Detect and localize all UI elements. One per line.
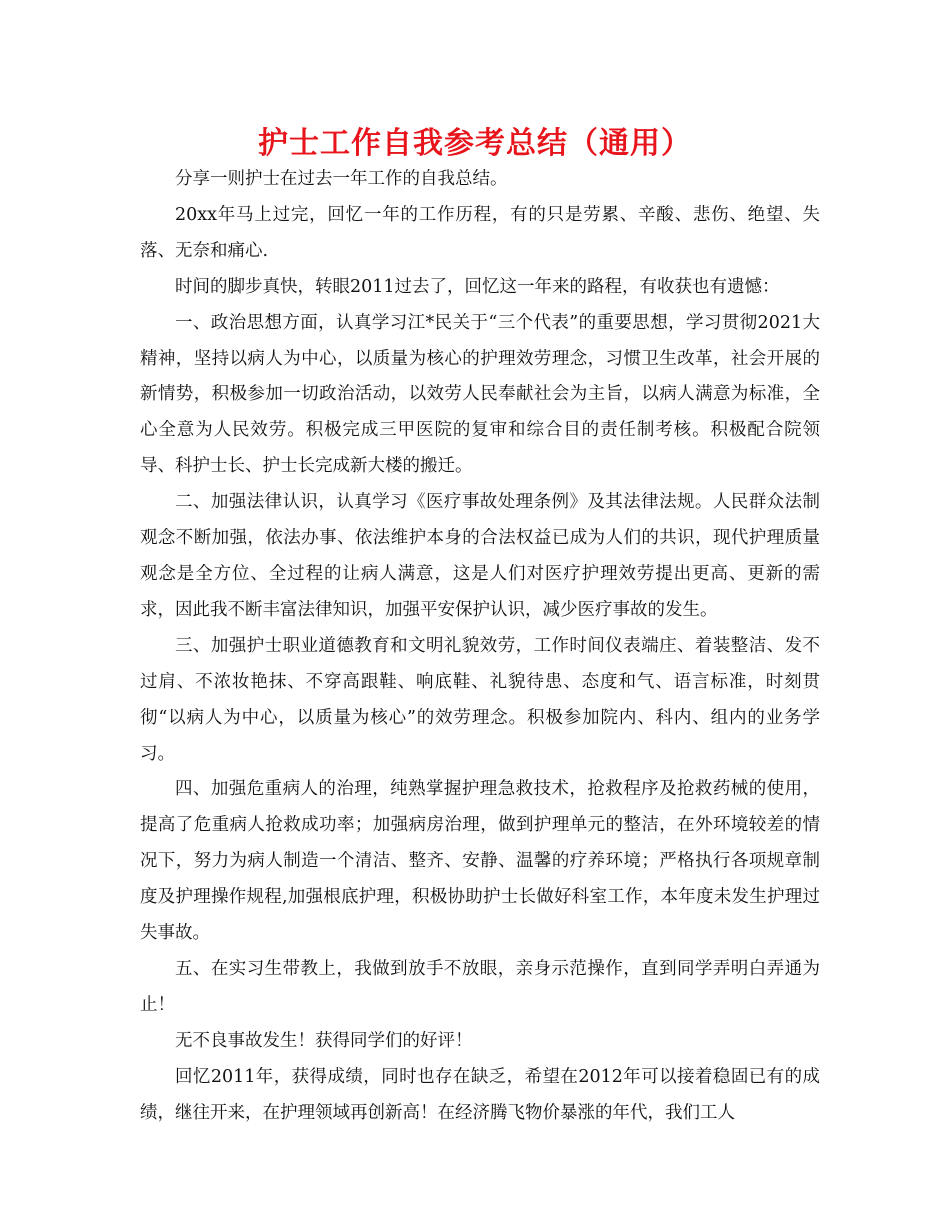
- paragraph-year-review: 20xx年马上过完，回忆一年的工作历程，有的只是劳累、辛酸、悲伤、绝望、失落、无奈和痛心.: [140, 204, 820, 261]
- paragraph-professional-ethics: 三、加强护士职业道德教育和文明礼貌效劳，工作时间仪表端庄、着装整洁、发不过肩、不浓妆艳抹、不穿高跟鞋、响底鞋、礼貌待患、态度和气、语言标准，时刻贯彻“以病人为中心，以质量为核心”的效劳理念。积极参加院内、科内、组内的业务学习。: [140, 635, 820, 764]
- paragraph-legal-awareness: 二、加强法律认识，认真学习《医疗事故处理条例》及其法律法规。人民群众法制观念不断加强，依法办事、依法维护本身的合法权益已成为人们的共识，现代护理质量观念是全方位、全过程的让病人满意，这是人们对医疗护理效劳提出更高、更新的需求，因此我不断丰富法律知识，加强平安保护认识，减少医疗事故的发生。: [140, 492, 820, 620]
- paragraph-intro: 分享一则护士在过去一年工作的自我总结。: [175, 169, 508, 189]
- document-body: [140, 162, 820, 1131]
- paragraph-looking-ahead: 回忆2011年，获得成绩，同时也存在缺乏，希望在2012年可以接着稳固已有的成绩，继往开来，在护理领域再创新高！在经济腾飞物价暴涨的年代，我们工人: [140, 1066, 820, 1123]
- paragraph-no-incidents: 无不良事故发生！获得同学们的好评！: [175, 1030, 473, 1051]
- paragraph-intern-teaching: 五、在实习生带教上，我做到放手不放眼，亲身示范操作，直到同学弄明白弄通为止！: [140, 958, 820, 1015]
- document-title: 护士工作自我参考总结（通用）: [258, 126, 692, 161]
- paragraph-political-thought: 一、政治思想方面，认真学习江*民关于“三个代表”的重要思想，学习贯彻2021大精神，坚持以病人为中心，以质量为核心的护理效劳理念，习惯卫生改革，社会开展的新情势，积极参加一切政治活动，以效劳人民奉献社会为主旨，以病人满意为标准，全心全意为人民效劳。积极完成三甲医院的复审和综合目的责任制考核。积极配合院领导、科护士长、护士长完成新大楼的搬迁。: [140, 312, 820, 477]
- paragraph-critical-care: 四、加强危重病人的治理，纯熟掌握护理急救技术，抢救程序及抢救药械的使用，提高了危重病人抢救成功率；加强病房治理，做到护理单元的整洁，在外环境较差的情况下，努力为病人制造一个清洁、整齐、安静、温馨的疗养环境；严格执行各项规章制度及护理操作规程,加强根底护理，积极协助护士长做好科室工作，本年度未发生护理过失事故。: [140, 779, 820, 944]
- paragraph-time-passes: 时间的脚步真快，转眼2011过去了，回忆这一年来的路程，有收获也有遗憾：: [175, 276, 780, 297]
